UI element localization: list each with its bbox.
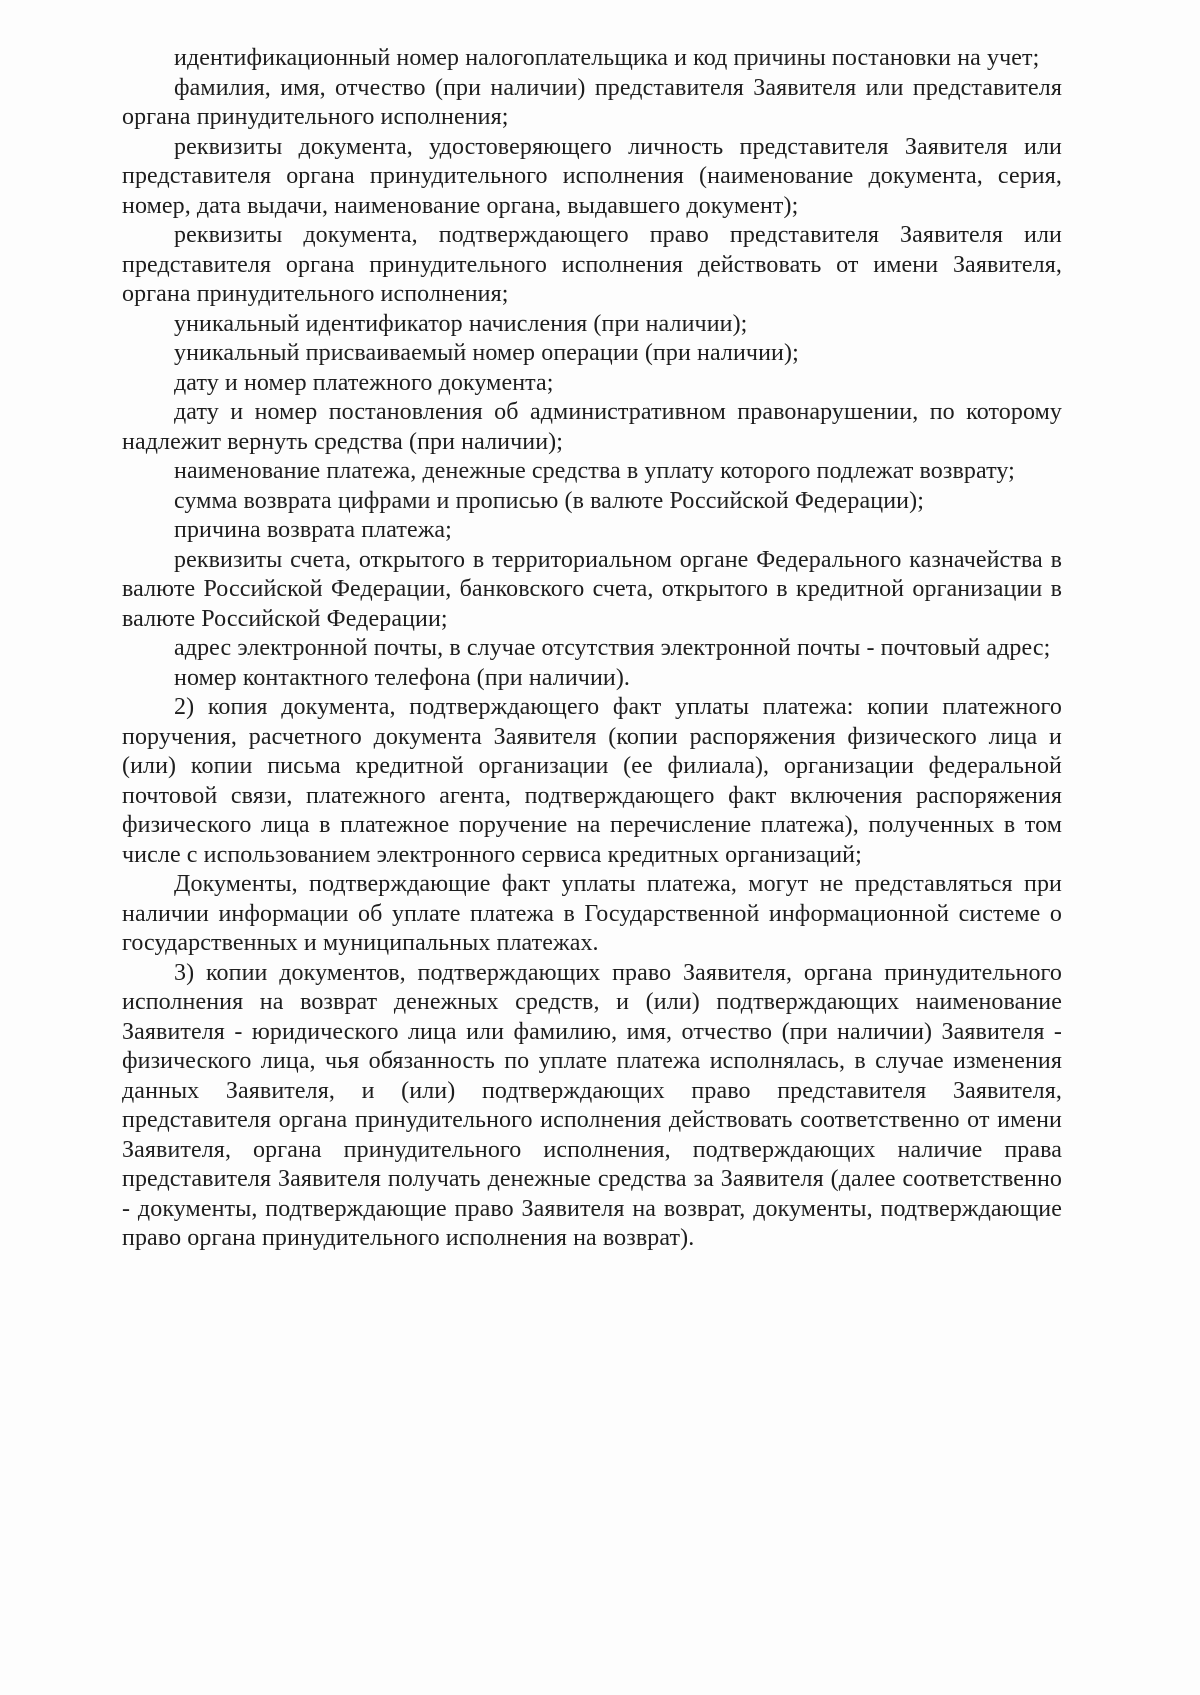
paragraph-email-address: адрес электронной почты, в случае отсутствия электронной почты - почтовый адрес;	[174, 635, 1051, 661]
paragraph-refund-amount: сумма возврата цифрами и прописью (в валюте Российской Федерации);	[174, 487, 924, 514]
paragraph-payment-name: наименование платежа, денежные средства в уплату которого подлежат возврату;	[174, 458, 1015, 484]
document-body	[122, 44, 1062, 1254]
paragraph-inn-kpp: идентификационный номер налогоплательщика и код причины постановки на учет;	[174, 45, 1040, 71]
paragraph-account-details: реквизиты счета, открытого в территориальном органе Федерального казначейства в валюте Российской Федерации, банковского счета, открытого в кредитной организации в валюте Российской Федерации;	[122, 546, 1062, 632]
paragraph-representative-name: фамилия, имя, отчество (при наличии) представителя Заявителя или представителя органа принудительного исполнения;	[122, 74, 1062, 130]
paragraph-refund-reason: причина возврата платежа;	[174, 517, 452, 543]
paragraph-identity-document: реквизиты документа, удостоверяющего личность представителя Заявителя или представителя органа принудительного исполнения (наименование документа, серия, номер, дата выдачи, наименование органа, выдавшего документ);	[122, 133, 1062, 219]
paragraph-authority-document: реквизиты документа, подтверждающего право представителя Заявителя или представителя органа принудительного исполнения действовать от имени Заявителя, органа принудительного исполнения;	[122, 222, 1062, 307]
paragraph-gis-gmp-note: Документы, подтверждающие факт уплаты платежа, могут не представляться при наличии информации об уплате платежа в Государственной информационной системе о государственных и муниципальных платежах.	[122, 871, 1062, 956]
paragraph-operation-number: уникальный присваиваемый номер операции (при наличии);	[174, 340, 799, 366]
paragraph-item-3-rights-documents: 3) копии документов, подтверждающих право Заявителя, органа принудительного исполнения на возврат денежных средств, и (или) подтверждающих наименование Заявителя - юридического лица или фамилию, имя, отчество (при наличии) Заявителя - физического лица, чья обязанность по уплате платежа исполнялась, в случае изменения данных Заявителя, и (или) подтверждающих право представителя Заявителя, представителя органа принудительного исполнения действовать соответственно от имени Заявителя, органа принудительного исполнения, подтверждающих наличие права представителя Заявителя получать денежные средства за Заявителя (далее соответственно - документы, подтверждающие право Заявителя на возврат, документы, подтверждающие право органа принудительного исполнения на возврат).	[122, 959, 1062, 1251]
paragraph-item-2-payment-proof: 2) копия документа, подтверждающего факт уплаты платежа: копии платежного поручения, расчетного документа Заявителя (копии распоряжения физического лица и (или) копии письма кредитной организации (ее филиала), организации федеральной почтовой связи, платежного агента, подтверждающего факт включения распоряжения физического лица в платежное поручение на перечисление платежа), полученных в том числе с использованием электронного сервиса кредитных организаций;	[122, 694, 1062, 868]
paragraph-charge-identifier: уникальный идентификатор начисления (при наличии);	[174, 310, 748, 337]
paragraph-phone-number: номер контактного телефона (при наличии).	[174, 664, 631, 691]
paragraph-resolution: дату и номер постановления об административном правонарушении, по которому надлежит вернуть средства (при наличии);	[122, 399, 1062, 455]
paragraph-payment-document: дату и номер платежного документа;	[174, 369, 554, 396]
